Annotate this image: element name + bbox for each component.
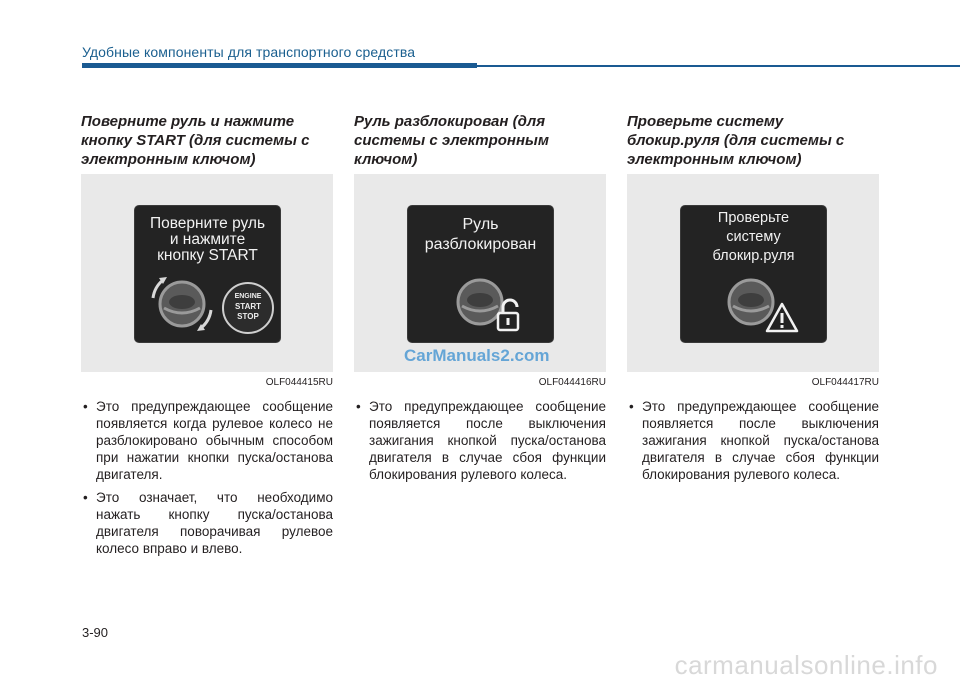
figure-code: OLF044415RU — [265, 377, 333, 388]
bullet-list — [81, 398, 333, 557]
watermark-overlay: CarManuals2.com — [404, 346, 550, 365]
display-text-line: блокир.руля — [712, 248, 795, 264]
unlocked-padlock-icon — [496, 298, 522, 332]
watermark-site: carmanualsonline.info — [674, 650, 938, 680]
section-heading: Поверните руль и нажмите кнопку START (для системы с электронным ключом) — [81, 113, 310, 168]
display-text-line: кнопку START — [157, 247, 258, 264]
display-text-line: Руль — [462, 216, 499, 233]
bullet-list — [354, 398, 606, 483]
display-text-line: Проверьте — [717, 210, 790, 226]
button-label: ENGINE — [234, 293, 262, 300]
header-rule-thin — [477, 65, 960, 67]
figure-check-lock-system — [627, 174, 879, 388]
header-rule — [82, 63, 477, 68]
button-label: START — [234, 302, 262, 311]
column-wheel-unlocked — [354, 112, 606, 489]
page-number: 3-90 — [82, 625, 109, 640]
cluster-display — [680, 205, 827, 343]
figure-code: OLF044417RU — [811, 377, 879, 388]
section-heading: Проверьте систему блокир.руля (для системы с электронным ключом) — [627, 113, 845, 168]
figure-turn-wheel — [81, 174, 333, 388]
figure-code: OLF044416RU — [538, 377, 606, 388]
display-text-line: разблокирован — [424, 236, 537, 253]
engine-start-stop-icon — [222, 282, 274, 334]
display-text-line: Поверните руль — [149, 215, 266, 232]
list-item: • Это предупреждающее сообщение появляется когда рулевое колесо не разблокировано обычным способом при нажатии кнопки пуска/останова двигателя. — [81, 398, 333, 483]
cluster-display — [134, 205, 281, 343]
list-item: • Это предупреждающее сообщение появляется после выключения зажигания кнопкой пуска/останова двигателя в случае сбоя функции блокирования рулевого колеса. — [627, 398, 879, 483]
bullet-list — [627, 398, 879, 483]
column-turn-wheel — [81, 112, 333, 563]
section-heading: Руль разблокирован (для системы с электронным ключом) — [354, 113, 549, 168]
list-item: • Это означает, что необходимо нажать кнопку пуска/останова двигателя поворачивая рулевое колесо вправо и влево. — [81, 489, 333, 557]
cluster-display — [407, 205, 554, 343]
figure-wheel-unlocked — [354, 174, 606, 388]
header-title: Удобные компоненты для транспортного средства — [82, 44, 416, 60]
steering-wheel-icon — [149, 274, 215, 334]
display-text-line: систему — [726, 229, 781, 245]
button-label: STOP — [237, 312, 259, 321]
list-item: • Это предупреждающее сообщение появляется после выключения зажигания кнопкой пуска/останова двигателя в случае сбоя функции блокирования рулевого колеса. — [354, 398, 606, 483]
warning-triangle-icon — [765, 302, 799, 334]
display-text-line: и нажмите — [169, 231, 246, 248]
column-check-lock-system — [627, 112, 879, 489]
